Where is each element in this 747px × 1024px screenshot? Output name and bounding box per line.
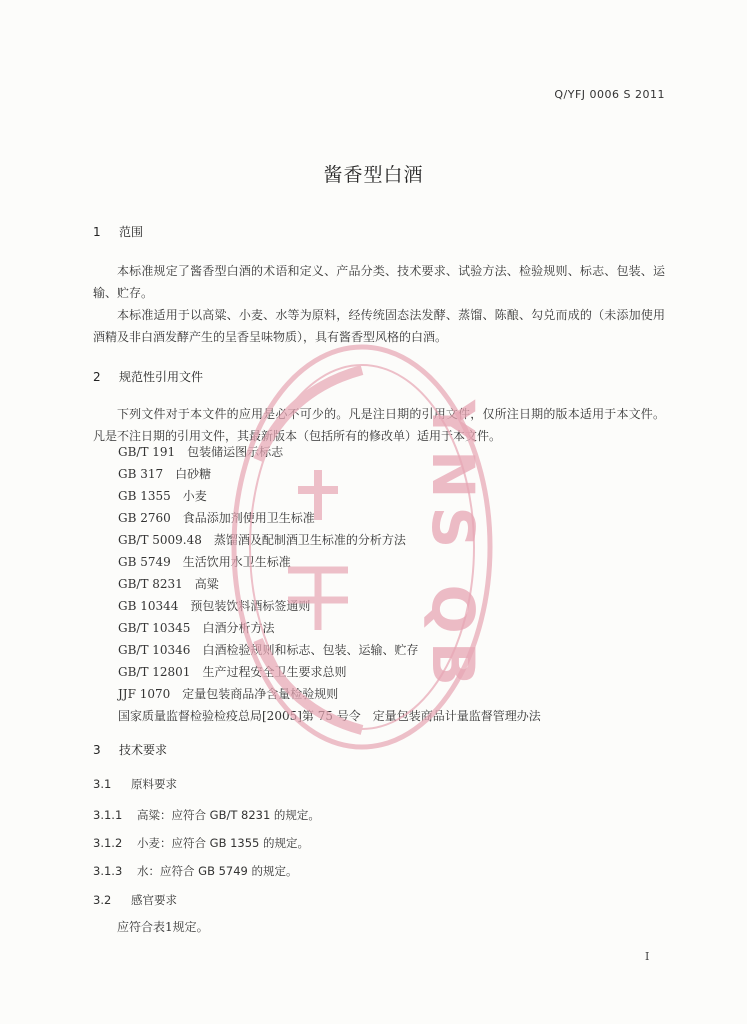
clause-text: 水：应符合 GB 5749 的规定。 [137,864,298,878]
reference-item: GB/T 10346 白酒检验规则和标志、包装、运输、贮存 [118,643,419,657]
reference-item: GB 10344 预包装饮料酒标签通则 [118,599,311,613]
reference-item: GB 5749 生活饮用水卫生标准 [118,555,291,569]
page-number: I [645,950,650,963]
reference-item: GB/T 12801 生产过程安全卫生要求总则 [118,665,347,679]
section-2-heading [93,368,203,385]
svg-text:YNS QB: YNS QB [419,399,487,695]
reference-item: GB 2760 食品添加剂使用卫生标准 [118,511,315,525]
clause-number: 3.1.2 [93,836,123,850]
clause-3-1-2 [93,835,309,851]
reference-item: GB 317 白砂糖 [118,467,212,481]
reference-item: JJF 1070 定量包装商品净含量检验规则 [118,687,339,701]
clause-number: 3.1.3 [93,864,123,878]
scope-paragraph-2: 本标准适用于以高粱、小麦、水等为原料，经传统固态法发酵、蒸馏、陈酿、勾兑而成的（未添加使用酒精及非白酒发酵产生的呈香呈味物质），具有酱香型风格的白酒。 [93,308,665,344]
standard-code: Q/YFJ 0006 S 2011 [554,88,665,101]
clause-title: 原料要求 [131,777,177,791]
section-number: 2 [93,370,101,384]
section-title: 规范性引用文件 [119,370,204,384]
section-number: 1 [93,225,101,239]
reference-item: GB/T 191 包装储运图示标志 [118,445,284,459]
section-title: 范围 [119,225,144,239]
section-title: 技术要求 [119,743,168,757]
clause-number: 3.1.1 [93,808,123,822]
clause-3-2-heading [93,892,177,908]
references-intro-paragraph: 下列文件对于本文件的应用是必不可少的。凡是注日期的引用文件，仅所注日期的版本适用于本文件。凡是不注日期的引用文件，其最新版本（包括所有的修改单）适用于本文件。 [93,407,665,443]
section-3-heading [93,741,167,758]
section-number: 3 [93,743,101,757]
section-1-heading [93,223,143,240]
clause-title: 感官要求 [131,893,177,907]
clause-3-2-paragraph: 应符合表1规定。 [117,920,209,934]
reference-item: GB/T 5009.48 蒸馏酒及配制酒卫生标准的分析方法 [118,533,406,547]
clause-text: 高粱：应符合 GB/T 8231 的规定。 [137,808,320,822]
clause-text: 小麦：应符合 GB 1355 的规定。 [137,836,310,850]
clause-number: 3.2 [93,893,112,907]
clause-3-1-heading [93,776,177,792]
reference-item: GB 1355 小麦 [118,489,207,503]
reference-item: GB/T 10345 白酒分析方法 [118,621,275,635]
reference-item: GB/T 8231 高粱 [118,577,219,591]
clause-3-1-1 [93,807,320,823]
reference-item: 国家质量监督检验检疫总局[2005]第 75 号令 定量包装商品计量监督管理办法 [118,709,541,723]
document-title: 酱香型白酒 [323,164,424,186]
scope-paragraph-1: 本标准规定了酱香型白酒的术语和定义、产品分类、技术要求、试验方法、检验规则、标志、包装、运输、贮存。 [93,264,665,300]
clause-number: 3.1 [93,777,112,791]
clause-3-1-3 [93,863,298,879]
